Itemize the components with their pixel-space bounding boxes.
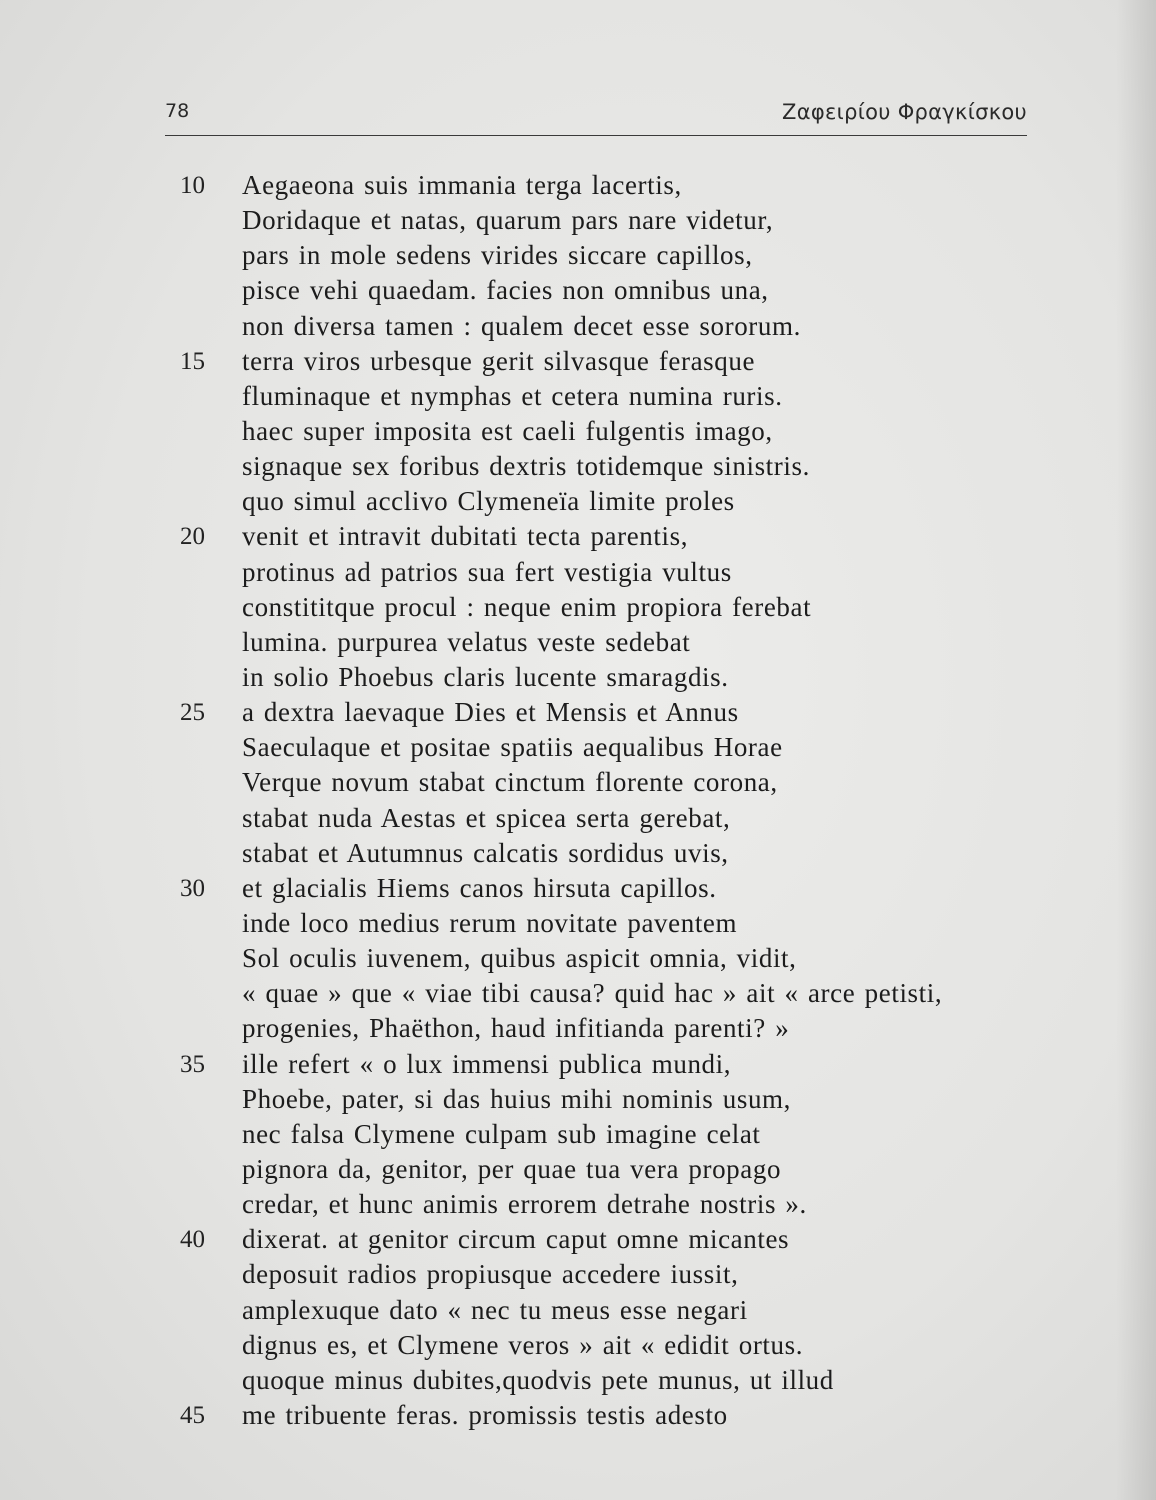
line-number: 35 bbox=[180, 1050, 205, 1078]
verse-line bbox=[180, 168, 1040, 203]
verse-line bbox=[180, 273, 1040, 308]
verse-text: fluminaque et nymphas et cetera numina ruris. bbox=[242, 380, 783, 411]
verse-line bbox=[180, 414, 1040, 449]
page-edge-shadow bbox=[1116, 0, 1156, 1500]
line-number: 40 bbox=[180, 1226, 205, 1254]
line-number: 45 bbox=[180, 1401, 205, 1429]
verse-text: in solio Phoebus claris lucente smaragdis. bbox=[242, 661, 729, 692]
verse-text: me tribuente feras. promissis testis adesto bbox=[242, 1399, 728, 1430]
verse-line bbox=[180, 203, 1040, 238]
verse-text: pisce vehi quaedam. facies non omnibus una, bbox=[242, 275, 769, 306]
verse-text: et glacialis Hiems canos hirsuta capillos. bbox=[242, 872, 717, 903]
header-rule bbox=[165, 135, 1027, 136]
verse-text: stabat et Autumnus calcatis sordidus uvis, bbox=[242, 837, 729, 868]
verse-line bbox=[180, 1257, 1040, 1292]
verse-text: deposuit radios propiusque accedere iussit, bbox=[242, 1259, 739, 1290]
verse-text: pars in mole sedens virides siccare capillos, bbox=[242, 240, 753, 271]
verse-text: a dextra laevaque Dies et Mensis et Annus bbox=[242, 697, 739, 728]
verse-line bbox=[180, 941, 1040, 976]
verse-text: lumina. purpurea velatus veste sedebat bbox=[242, 626, 691, 657]
verse-line bbox=[180, 309, 1040, 344]
verse-line bbox=[180, 695, 1040, 730]
verse-line bbox=[180, 906, 1040, 941]
verse-line bbox=[180, 449, 1040, 484]
verse-text: nec falsa Clymene culpam sub imagine celat bbox=[242, 1118, 761, 1149]
verse-line bbox=[180, 590, 1040, 625]
verse-line bbox=[180, 871, 1040, 906]
verse-text: inde loco medius rerum novitate paventem bbox=[242, 907, 738, 938]
verse-text: non diversa tamen : qualem decet esse sororum. bbox=[242, 310, 801, 341]
verse-text: progenies, Phaëthon, haud infitianda parenti? » bbox=[242, 1013, 790, 1044]
verse-text: Aegaeona suis immania terga lacertis, bbox=[242, 170, 682, 200]
verse-text: Sol oculis iuvenem, quibus aspicit omnia, vidit, bbox=[242, 943, 797, 974]
verse-line bbox=[180, 1082, 1040, 1117]
verse-line bbox=[180, 1398, 1040, 1433]
verse-line bbox=[180, 976, 1040, 1011]
verse-text: amplexuque dato « nec tu meus esse negari bbox=[242, 1294, 748, 1325]
verse-line bbox=[180, 1152, 1040, 1187]
verse-line bbox=[180, 765, 1040, 800]
verse-line bbox=[180, 238, 1040, 273]
verse-text: dixerat. at genitor circum caput omne micantes bbox=[242, 1224, 790, 1255]
verse-text: Saeculaque et positae spatiis aequalibus Horae bbox=[242, 732, 783, 763]
verse-text: quoque minus dubites,quodvis pete munus, ut illud bbox=[242, 1364, 834, 1395]
verse-line bbox=[180, 1363, 1040, 1398]
verse-line bbox=[180, 1117, 1040, 1152]
verse-text: protinus ad patrios sua fert vestigia vultus bbox=[242, 556, 732, 587]
verse-text: Doridaque et natas, quarum pars nare videtur, bbox=[242, 205, 774, 236]
verse-text: constititque procul : neque enim propiora ferebat bbox=[242, 591, 812, 622]
verse-text: Phoebe, pater, si das huius mihi nominis usum, bbox=[242, 1083, 791, 1114]
line-number: 25 bbox=[180, 699, 205, 727]
verse-text: ille refert « o lux immensi publica mundi, bbox=[242, 1048, 732, 1079]
verse-line bbox=[180, 730, 1040, 765]
verse-line bbox=[180, 801, 1040, 836]
verse-text: stabat nuda Aestas et spicea serta gerebat, bbox=[242, 802, 731, 833]
running-head bbox=[165, 98, 1027, 132]
verse-text: terra viros urbesque gerit silvasque ferasque bbox=[242, 345, 756, 376]
verse-line bbox=[180, 1047, 1040, 1082]
verse-line bbox=[180, 1328, 1040, 1363]
verse-line bbox=[180, 1293, 1040, 1328]
verse-text: « quae » que « viae tibi causa? quid hac » ait « arce petisti, bbox=[242, 978, 943, 1009]
verse-line bbox=[180, 379, 1040, 414]
verse-block bbox=[180, 168, 1040, 1433]
page-number: 78 bbox=[165, 100, 190, 122]
verse-text: credar, et hunc animis errorem detrahe nostris ». bbox=[242, 1189, 807, 1220]
verse-text: pignora da, genitor, per quae tua vera propago bbox=[242, 1153, 782, 1184]
verse-line bbox=[180, 484, 1040, 519]
verse-line bbox=[180, 625, 1040, 660]
verse-text: signaque sex foribus dextris totidemque sinistris. bbox=[242, 451, 810, 482]
verse-text: venit et intravit dubitati tecta parentis, bbox=[242, 521, 689, 552]
verse-line bbox=[180, 1011, 1040, 1046]
verse-line bbox=[180, 344, 1040, 379]
verse-text: quo simul acclivo Clymeneïa limite proles bbox=[242, 486, 735, 517]
verse-text: dignus es, et Clymene veros » ait « edidit ortus. bbox=[242, 1329, 804, 1360]
verse-line bbox=[180, 1222, 1040, 1257]
line-number: 20 bbox=[180, 523, 205, 551]
line-number: 10 bbox=[180, 172, 205, 199]
verse-line bbox=[180, 836, 1040, 871]
line-number: 15 bbox=[180, 347, 205, 375]
running-head-author: Ζαφειρίου Φραγκίσκου bbox=[782, 100, 1027, 124]
verse-text: Verque novum stabat cinctum florente corona, bbox=[242, 767, 778, 798]
verse-line bbox=[180, 555, 1040, 590]
verse-line bbox=[180, 660, 1040, 695]
verse-line bbox=[180, 519, 1040, 554]
line-number: 30 bbox=[180, 874, 205, 902]
verse-line bbox=[180, 1187, 1040, 1222]
verse-text: haec super imposita est caeli fulgentis imago, bbox=[242, 415, 773, 446]
